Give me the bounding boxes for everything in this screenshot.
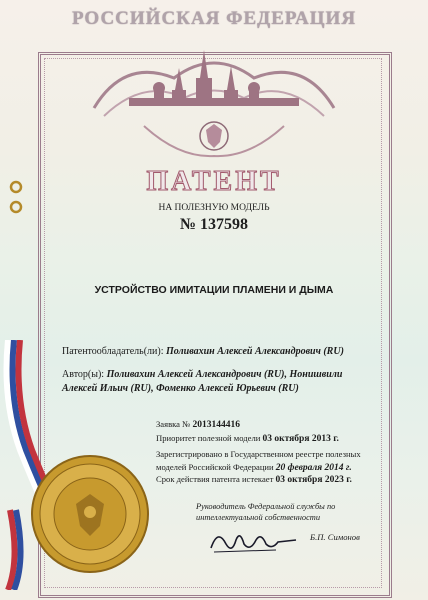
priority-date: 03 октября 2013 г. (262, 434, 339, 444)
priority-line (156, 432, 386, 446)
registered-label: Зарегистрировано в Государственном реестре полезных моделей Российской Федерации (156, 449, 361, 472)
invention-title: УСТРОЙСТВО ИМИТАЦИИ ПЛАМЕНИ И ДЫМА (94, 284, 334, 296)
authors-block (62, 368, 362, 396)
kremlin-emblem-icon (84, 38, 344, 168)
patent-number: № 137598 (179, 216, 249, 233)
country-title: РОССИЙСКАЯ ФЕДЕРАЦИЯ (71, 8, 357, 29)
registered-date: 20 февраля 2014 г. (275, 462, 352, 473)
expiry-line (156, 473, 386, 487)
holder-value: Поливахин Алексей Александрович (RU) (165, 346, 344, 357)
expiry-date: 03 октября 2023 г. (275, 475, 352, 485)
authors-value: Поливахин Алексей Александрович (RU), Нонишвили Алексей Ильич (RU), Фоменко Алексей Юрьевич (RU) (62, 369, 343, 394)
application-number: 2013144416 (192, 420, 240, 430)
authors-label: Автор(ы): (62, 369, 105, 380)
official-name: Б.П. Симонов (310, 532, 360, 542)
holder-block (62, 345, 362, 359)
patent-subtitle: НА ПОЛЕЗНУЮ МОДЕЛЬ (158, 203, 270, 213)
application-label: Заявка № (156, 419, 191, 429)
holder-label: Патентообладатель(ли): (62, 346, 164, 357)
official-position: Руководитель Федеральной службы по интеллектуальной собственности (196, 502, 336, 522)
registered-line (156, 448, 386, 474)
gold-seal-icon (28, 452, 152, 576)
expiry-label: Срок действия патента истекает (156, 474, 274, 484)
signature-icon (206, 522, 301, 558)
patent-title: ПАТЕНТ (146, 166, 282, 197)
priority-label: Приоритет полезной модели (156, 433, 261, 443)
application-number-line (156, 418, 386, 432)
binding-ring-icon (5, 180, 27, 214)
